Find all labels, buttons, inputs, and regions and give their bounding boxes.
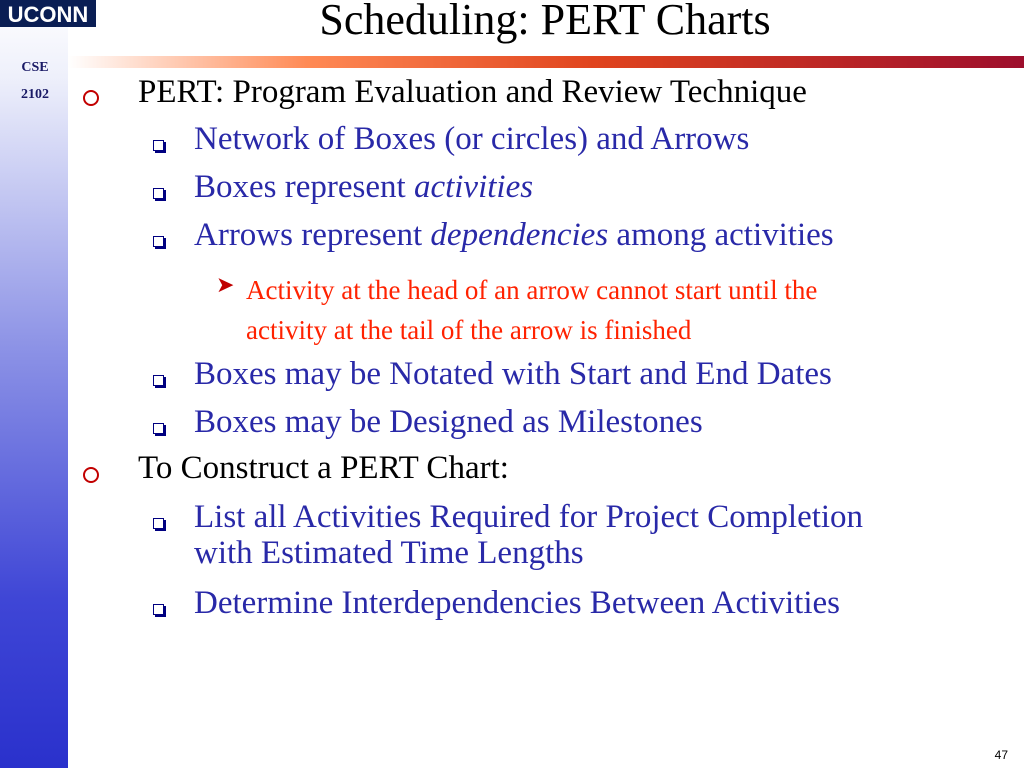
course-number-line: 2102 [21, 87, 49, 102]
square-bullet-icon [153, 236, 164, 247]
among-activities-text: among activities [608, 217, 834, 253]
course-code-line: CSE [21, 60, 49, 75]
bullet-interdependencies: Determine Interdependencies Between Activities [194, 585, 840, 621]
arrow-rule-line-1: Activity at the head of an arrow cannot start until the [246, 275, 818, 305]
bullet-list-activities [194, 499, 863, 571]
bullet-arrow-rule [246, 270, 817, 350]
hollow-circle-icon [83, 90, 99, 106]
bullet-construct-pert: To Construct a PERT Chart: [138, 450, 509, 486]
square-bullet-icon [153, 604, 164, 615]
bullet-network: Network of Boxes (or circles) and Arrows [194, 121, 750, 157]
square-bullet-icon [153, 423, 164, 434]
square-bullet-icon [153, 140, 164, 151]
arrow-rule-line-2: activity at the tail of the arrow is finished [246, 315, 692, 345]
square-bullet-icon [153, 188, 164, 199]
square-bullet-icon [153, 375, 164, 386]
uconn-logo: UCONN [0, 0, 96, 27]
bullet-start-end-dates: Boxes may be Notated with Start and End Dates [194, 356, 832, 392]
arrowhead-icon: ➤ [216, 272, 235, 297]
bullet-arrows-dependencies [194, 217, 834, 254]
arrows-represent-text: Arrows represent [194, 217, 431, 253]
hollow-circle-icon [83, 467, 99, 483]
list-activities-line-1: List all Activities Required for Project Completion [194, 499, 864, 535]
activities-text: activities [413, 169, 534, 205]
page-number: 47 [994, 748, 1008, 762]
bullet-pert-definition: PERT: Program Evaluation and Review Technique [138, 74, 807, 110]
slide-title: Scheduling: PERT Charts [319, 0, 771, 44]
boxes-represent-text: Boxes represent [194, 169, 414, 205]
bullet-milestones: Boxes may be Designed as Milestones [194, 404, 703, 440]
dependencies-text: dependencies [430, 217, 609, 253]
square-bullet-icon [153, 518, 164, 529]
list-activities-line-2: with Estimated Time Lengths [194, 535, 584, 571]
bullet-boxes-activities [194, 169, 533, 206]
